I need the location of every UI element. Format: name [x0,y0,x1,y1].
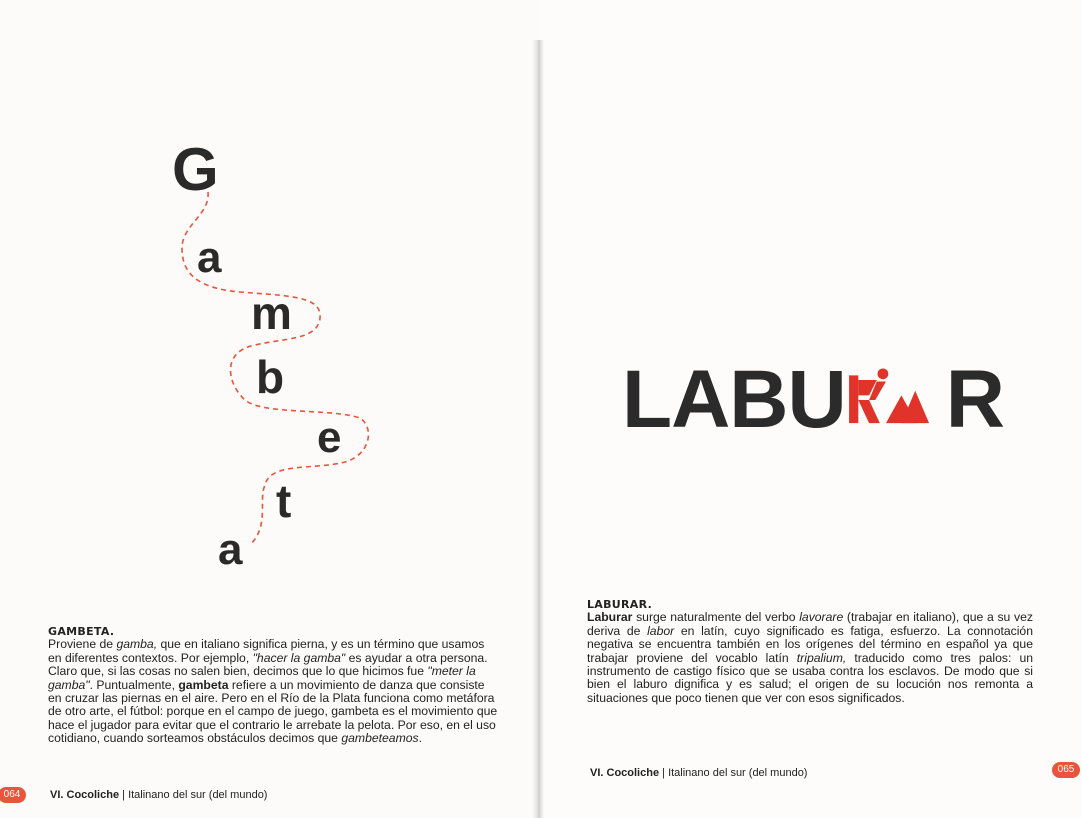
gambeta-heading: GAMBETA. [48,625,115,638]
logo-text-prefix: LABU [622,354,846,445]
text-run: que en italiano significa pierna, y es un término que usamos en diferentes contextos. Por ejemplo, [48,637,485,665]
text-run: gambeteamos [341,731,419,746]
text-run: gambeta [178,677,229,692]
gambeta-entry [48,625,498,746]
gambeta-letter-a2: a [218,525,243,574]
text-run: . Puntualmente, [89,677,179,692]
footer-section-label: VI. Cocoliche [590,767,660,779]
text-run: Laburar [587,610,633,625]
text-run: . [418,731,422,746]
text-run: es ayudar a otra persona. Claro que, si las cosas no salen bien, decimos que lo que hicimos fue [48,650,488,679]
laburar-heading: LABURAR. [587,598,653,611]
text-run: surge naturalmente del verbo [632,610,800,625]
gambeta-letter-e: e [317,413,342,462]
text-run: refiere a un movimiento de danza que consiste en cruzar las piernas en el aire. Pero en el Río de la Plata funciona como metáfora de otro arte, el fútbol: porque en el campo de juego, gambeta es el movimiento que hace el jugador para evitar que el contrario le arrebate la pelota. Por eso, en el uso cotidiano, cuando sorteamos obstáculos decimos que [48,677,498,746]
text-run: Proviene de [48,637,117,652]
page-number-right: 065 [1052,762,1080,778]
gambeta-letter-b: b [256,351,285,403]
footer-separator: | [119,789,129,801]
laburar-logo [622,354,1004,445]
text-run: "meter la gamba" [48,664,476,692]
text-run: "hacer la gamba" [252,650,346,665]
text-run: (trabajar en italiano), que a su vez deriva de [587,610,1033,638]
logo-text-suffix: R [945,354,1004,445]
laburar-paragraph [587,611,1033,705]
footer-section-label: VI. Cocoliche [50,789,120,801]
text-run: lavorare [799,610,844,625]
footer-subtitle: Italinano del sur (del mundo) [128,789,268,801]
gambeta-letter-t: t [276,475,292,527]
footer-subtitle: Italinano del sur (del mundo) [668,767,808,779]
footer-left [50,789,267,801]
footer-right [590,767,807,779]
footer-separator: | [659,767,669,779]
gambeta-letter-m: m [251,287,292,339]
text-run: tripalium, [796,650,847,665]
laburar-entry [587,598,1033,705]
text-run: labor [647,623,675,638]
text-run: gamba, [116,637,158,652]
worker-pushing-icon [846,360,946,440]
gambeta-letter-a1: a [197,233,222,282]
gambeta-paragraph [48,638,498,745]
text-run: en latín, cuyo significado es fatiga, esfuerzo. La connotación negativa se encuentra también en los orígenes del término en español ya que trabajar proviene del vocablo latín [587,623,1033,665]
text-run: traducido como tres palos: un instrumento de castigo físico que se usaba contra los esclavos. De modo que si bien el laburo dignifica y es salud; el origen de su locución nos remonta a situaciones que poco tienen que ver con esos significados. [587,650,1033,705]
gambeta-letter-g: G [172,136,219,203]
page-number-left: 064 [0,787,26,803]
